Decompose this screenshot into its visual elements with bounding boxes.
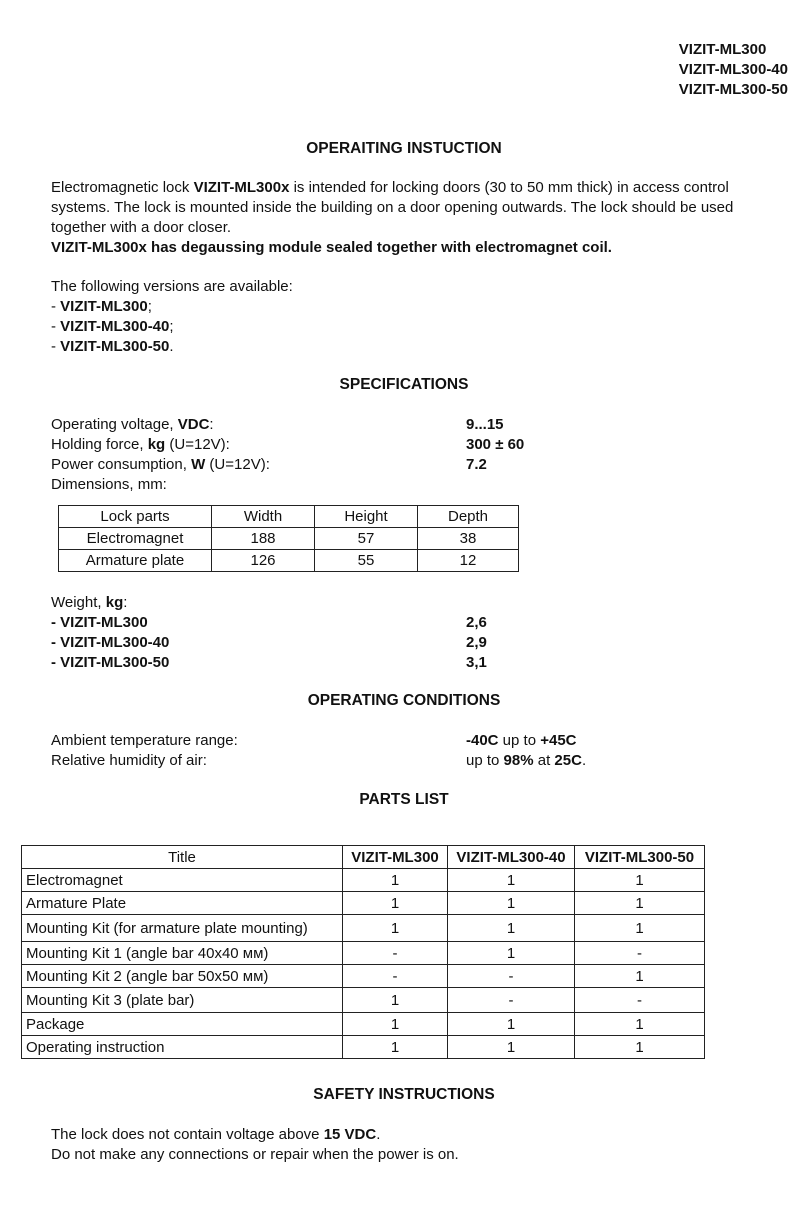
table-cell: 126 [212, 550, 315, 572]
label-text: The lock does not contain voltage above [51, 1126, 324, 1143]
spec-power-value: 7.2 [466, 456, 487, 473]
label-text: up to [498, 732, 541, 749]
parts-table [21, 845, 705, 1059]
table-row [22, 892, 705, 915]
table-header-cell: Title [22, 846, 343, 869]
conditions-heading: OPERATING CONDITIONS [307, 692, 501, 709]
table-cell: Armature plate [59, 550, 212, 572]
model-name: VIZIT-ML300 [678, 41, 767, 58]
label-unit: W [191, 456, 206, 473]
version-item [51, 337, 174, 357]
table-cell: - [575, 942, 705, 965]
degaussing-note: VIZIT-ML300x has degaussing module sealed together with electromagnet coil. [51, 239, 612, 256]
table-row [59, 550, 519, 572]
punct: ; [147, 298, 152, 315]
version-name: VIZIT-ML300-40 [60, 318, 170, 335]
intro-text: Electromagnetic lock [51, 179, 194, 196]
specs-heading: SPECIFICATIONS [339, 376, 469, 393]
humidity-label: Relative humidity of air: [51, 752, 207, 769]
table-cell: - [448, 965, 575, 988]
dash: - [51, 318, 61, 335]
table-cell: Electromagnet [59, 528, 212, 550]
table-cell: Operating instruction [22, 1036, 343, 1059]
dimensions-table [58, 505, 519, 572]
table-cell: 1 [448, 1036, 575, 1059]
table-cell: 1 [575, 965, 705, 988]
punct: . [376, 1126, 381, 1143]
versions-label: The following versions are available: [51, 278, 293, 295]
table-cell: 1 [448, 869, 575, 892]
safety-heading: SAFETY INSTRUCTIONS [313, 1086, 495, 1103]
weight-value: 2,6 [466, 614, 487, 631]
table-header-cell: Lock parts [59, 506, 212, 528]
table-cell: - [343, 965, 448, 988]
table-row [22, 915, 705, 942]
punct: . [169, 338, 174, 355]
weight-model: - VIZIT-ML300-40 [51, 634, 170, 651]
table-row [22, 988, 705, 1013]
weight-model: - VIZIT-ML300-50 [51, 654, 170, 671]
label-text: (U=12V): [165, 436, 230, 453]
table-header-cell: Height [315, 506, 418, 528]
table-cell: 188 [212, 528, 315, 550]
intro-paragraph [51, 178, 781, 238]
voltage-limit: 15 VDC [323, 1126, 377, 1143]
dimensions-label: Dimensions, mm: [51, 476, 167, 493]
table-cell: 55 [315, 550, 418, 572]
spec-force-value: 300 ± 60 [466, 436, 525, 453]
label-text: (U=12V): [205, 456, 270, 473]
table-header-cell: Depth [418, 506, 519, 528]
model-name: VIZIT-ML300-40 [678, 61, 788, 78]
table-cell: - [575, 988, 705, 1013]
label-text: : [123, 594, 128, 611]
dash: - [51, 298, 61, 315]
table-cell: 1 [343, 892, 448, 915]
table-cell: 12 [418, 550, 519, 572]
label-unit: kg [105, 594, 124, 611]
table-cell: 1 [343, 1013, 448, 1036]
label-text: Holding force, [51, 436, 148, 453]
label-unit: kg [147, 436, 166, 453]
table-cell: 1 [575, 869, 705, 892]
table-header-cell: VIZIT-ML300-50 [575, 846, 705, 869]
label-unit: VDC [177, 416, 210, 433]
safety-line [51, 1125, 380, 1145]
table-row [59, 528, 519, 550]
table-cell: Mounting Kit (for armature plate mounting) [22, 915, 343, 942]
table-header-row [22, 846, 705, 869]
intro-model: VIZIT-ML300x [193, 179, 290, 196]
label-text: at [533, 752, 555, 769]
temp-max: +45C [540, 732, 577, 749]
label-text: : [209, 416, 214, 433]
table-cell: 1 [448, 1013, 575, 1036]
version-name: VIZIT-ML300-50 [60, 338, 170, 355]
table-cell: Armature Plate [22, 892, 343, 915]
temp-min: -40C [466, 732, 499, 749]
table-cell: Mounting Kit 1 (angle bar 40x40 мм) [22, 942, 343, 965]
weight-model: - VIZIT-ML300 [51, 614, 148, 631]
version-item [51, 317, 174, 337]
label-text: Power consumption, [51, 456, 192, 473]
temp-value [466, 731, 577, 751]
table-row [22, 965, 705, 988]
table-cell: Mounting Kit 3 (plate bar) [22, 988, 343, 1013]
table-cell: 1 [575, 915, 705, 942]
table-cell: 1 [575, 1013, 705, 1036]
intro-text-cont: is intended for locking doors (30 to 50 mm thick) in access control systems. The lock is mounted inside the building on a door opening outwards. The lock should be used together with a door closer. [51, 179, 734, 236]
table-cell: Mounting Kit 2 (angle bar 50x50 мм) [22, 965, 343, 988]
version-name: VIZIT-ML300 [60, 298, 148, 315]
table-cell: 57 [315, 528, 418, 550]
table-header-cell: Width [212, 506, 315, 528]
table-cell: 1 [343, 988, 448, 1013]
table-cell: 1 [448, 892, 575, 915]
table-cell: 1 [343, 915, 448, 942]
temp-label: Ambient temperature range: [51, 732, 238, 749]
punct: . [581, 752, 587, 769]
spec-force-label [51, 435, 230, 455]
table-header-row [59, 506, 519, 528]
table-header-cell: VIZIT-ML300-40 [448, 846, 575, 869]
parts-heading: PARTS LIST [359, 791, 449, 808]
table-row [22, 1013, 705, 1036]
table-header-cell: VIZIT-ML300 [343, 846, 448, 869]
table-cell: Package [22, 1013, 343, 1036]
model-list [679, 40, 788, 100]
spec-voltage-value: 9...15 [466, 416, 504, 433]
table-cell: 1 [343, 869, 448, 892]
table-row [22, 869, 705, 892]
label-text: up to [466, 752, 504, 769]
table-cell: - [343, 942, 448, 965]
humidity-temp: 25C [554, 752, 582, 769]
weight-label [51, 593, 127, 613]
spec-power-label [51, 455, 270, 475]
document-title: OPERAITING INSTUCTION [306, 140, 502, 157]
weight-value: 2,9 [466, 634, 487, 651]
table-cell: - [448, 988, 575, 1013]
weight-value: 3,1 [466, 654, 487, 671]
spec-voltage-label [51, 415, 214, 435]
table-cell: 1 [575, 892, 705, 915]
table-cell: Electromagnet [22, 869, 343, 892]
table-row [22, 942, 705, 965]
label-text: Weight, [51, 594, 106, 611]
table-row [22, 1036, 705, 1059]
table-cell: 1 [448, 915, 575, 942]
humidity-max: 98% [503, 752, 534, 769]
dash: - [51, 338, 61, 355]
safety-line: Do not make any connections or repair when the power is on. [51, 1146, 459, 1163]
table-cell: 1 [448, 942, 575, 965]
model-name: VIZIT-ML300-50 [678, 81, 788, 98]
version-item [51, 297, 152, 317]
humidity-value [466, 751, 586, 771]
table-cell: 1 [575, 1036, 705, 1059]
label-text: Operating voltage, [51, 416, 178, 433]
table-cell: 1 [343, 1036, 448, 1059]
punct: ; [169, 318, 174, 335]
table-cell: 38 [418, 528, 519, 550]
